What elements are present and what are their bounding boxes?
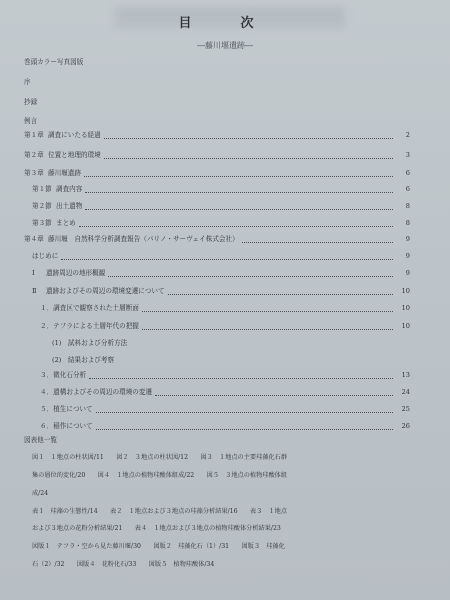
toc-entry: ２．テフラによる土層年代の把握 10 bbox=[40, 322, 410, 330]
toc-entry: ４．遺構およびその周辺の環境の変遷 24 bbox=[40, 388, 410, 396]
toc-entry: Ⅱ 遺跡およびその周辺の環境変遷について 10 bbox=[32, 287, 410, 295]
figures-heading: 図表他一覧 bbox=[24, 436, 57, 444]
toc-entry: 第１節 調査内容 6 bbox=[32, 185, 410, 193]
figure-list-line: 集の層位的変化/20 図４ １地点の植物珪酸体組成/22 図５ ３地点の植物珪酸体組 bbox=[32, 472, 288, 479]
figure-list-line: および３地点の花粉分析結果/21 表４ １地点および３地点の植物珪酸体分析結果/23 bbox=[32, 525, 281, 532]
figure-list-line: 図１ １地点の柱状図/11 図２ ３地点の柱状図/12 図３ １地点の主要珪藻化石群 bbox=[32, 454, 288, 461]
toc-entry: 第１章 調査にいたる経過 2 bbox=[24, 131, 410, 139]
toc-entry: 第３章 藤川堰遺跡 6 bbox=[24, 169, 410, 177]
figure-list-line: 表１ 珪藻の生態性/14 表２ １地点および３地点の珪藻分析結果/16 表３ １地点 bbox=[32, 508, 288, 515]
toc-subitem: (2) 結果および考察 bbox=[52, 356, 115, 364]
figure-list-line: 成/24 bbox=[32, 490, 49, 497]
toc-entry: 第３節 まとめ 8 bbox=[32, 219, 410, 227]
page-subtitle: ―藤川堰遺跡― bbox=[197, 41, 253, 50]
front-item: 序 bbox=[24, 78, 31, 86]
page-title: 目 次 bbox=[178, 16, 272, 31]
toc-entry: Ⅰ 遺跡周辺の地形概観 9 bbox=[32, 269, 410, 277]
toc-entry: １．調査区で観察された土層断面 10 bbox=[40, 304, 410, 312]
toc-entry: 第２節 出土遺物 8 bbox=[32, 202, 410, 210]
toc-entry: ６．稲作について 26 bbox=[40, 422, 410, 430]
toc-entry: はじめに 9 bbox=[32, 252, 410, 260]
toc-entry: ５．植生について 25 bbox=[40, 405, 410, 413]
figure-list-line: 図版１ テフラ・空から見た藤川堰/30 図版２ 珪藻化石（1）/31 図版３ 珪藻化 bbox=[32, 543, 285, 550]
toc-subitem: (1) 試料および分析方法 bbox=[52, 339, 128, 347]
front-item: 抄録 bbox=[24, 98, 38, 106]
toc-entry: 第２章 位置と地理的環境 3 bbox=[24, 151, 410, 159]
front-item: 巻頭カラー写真図版 bbox=[24, 58, 84, 66]
toc-entry: ３．微化石分析 13 bbox=[40, 371, 410, 379]
toc-entry: 第４章 藤川堰 自然科学分析調査報告（パリノ・サーヴェイ株式会社） 9 bbox=[24, 235, 410, 243]
front-item: 例言 bbox=[24, 117, 38, 125]
figure-list-line: 石（2）/32 図版４ 花粉化石/33 図版５ 植物珪酸体/34 bbox=[32, 561, 215, 568]
